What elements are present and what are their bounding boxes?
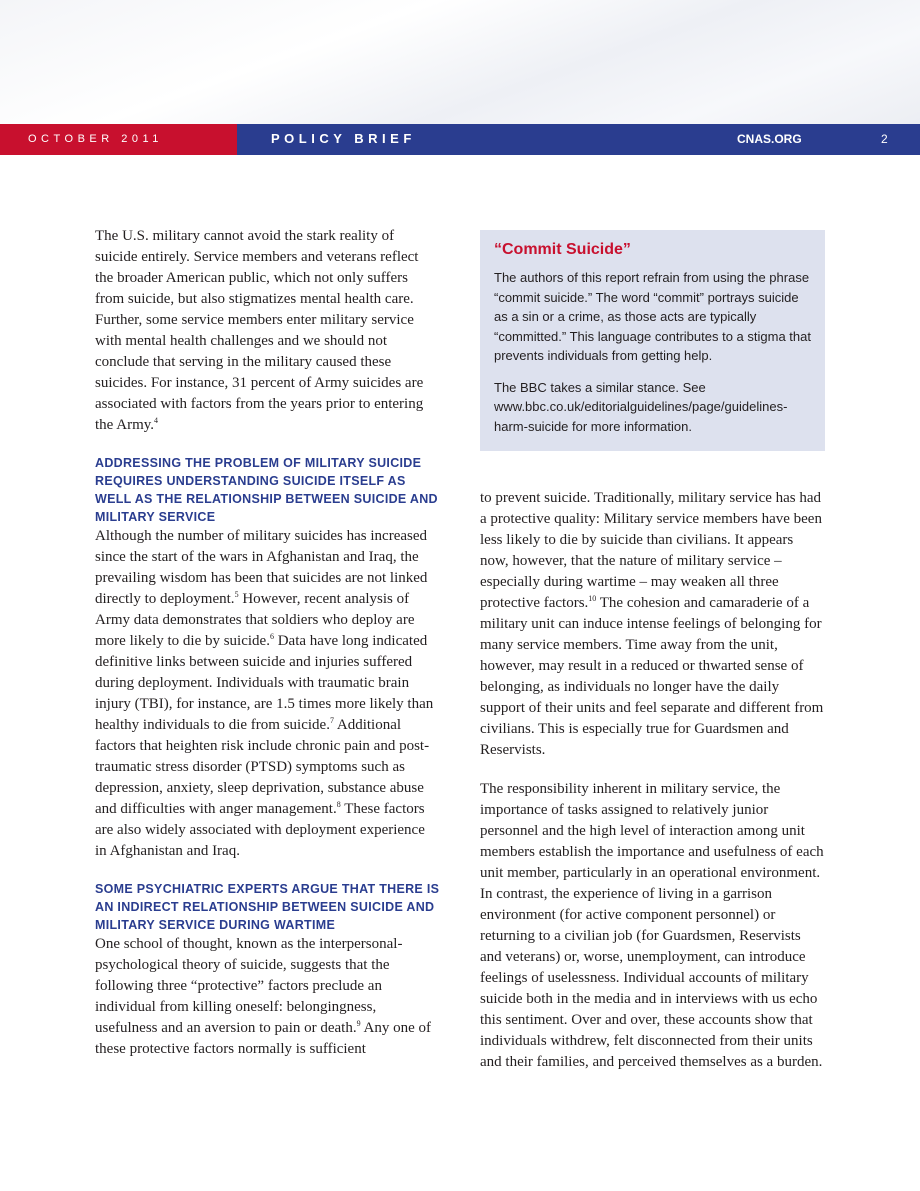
section-paragraph-protective-factors: One school of thought, known as the interpersonal-psychological theory of suicide, suggests that the following three “protective” factors preclude an individual from killing oneself: belongingness, usefulness and an aversion to pain or death.$^9$ Any one of these protective factors normally is sufficient xyxy=(95,936,432,1057)
footnote-ref[interactable]: 8 xyxy=(336,800,341,809)
footnote-ref[interactable]: 6 xyxy=(269,632,274,641)
callout-paragraph: The BBC takes a similar stance. See www.bbc.co.uk/editorialguidelines/page/guidelines-harm-suicide for more information. xyxy=(494,379,788,434)
header-band-date-section xyxy=(0,124,237,155)
footnote-ref[interactable]: 4 xyxy=(154,416,159,425)
footnote-ref[interactable]: 9 xyxy=(356,1019,361,1028)
issue-date: OCTOBER 2011 xyxy=(28,133,163,145)
left-column xyxy=(95,226,440,1060)
callout-title: “Commit Suicide” xyxy=(494,241,631,258)
footnote-ref[interactable]: 7 xyxy=(329,716,334,725)
section-heading-indirect-relationship: SOME PSYCHIATRIC EXPERTS ARGUE THAT THERE IS AN INDIRECT RELATIONSHIP BETWEEN SUICIDE AND MILITARY SERVICE DURING WARTIME xyxy=(95,882,440,932)
footnote-ref[interactable]: 5 xyxy=(234,590,239,599)
header-band-title-section xyxy=(237,124,920,155)
header-background xyxy=(0,0,920,124)
callout-box xyxy=(480,230,825,451)
right-column xyxy=(480,488,825,1073)
page-number: 2 xyxy=(881,132,888,146)
footnote-ref[interactable]: 10 xyxy=(588,594,597,603)
header-band xyxy=(0,124,920,155)
body-paragraph-protective-quality: to prevent suicide. Traditionally, military service has had a protective quality: Military service members have been less likely to die by suicide than civilians. It appears now, however, that the nature of military service – especially during wartime – may weaken all three protective factors.$^{10}$ The cohesion and camaraderie of a military unit can induce intense feelings of belonging for many service members. Time away from the unit, however, may result in a reduced or thwarted sense of belonging, as individuals no longer have the daily support of their units and feel separate and different from civilians. This is especially true for Guardsmen and Reservists. xyxy=(480,490,824,758)
intro-paragraph: The U.S. military cannot avoid the stark reality of suicide entirely. Service members and veterans reflect the broader American public, which not only suffers from suicide, but also stigmatizes mental health care. Further, some service members enter military service with mental health challenges and we should not conclude that serving in the military caused these suicides. For instance, 31 percent of Army suicides are associated with factors from the years prior to entering the Army.$^4$ xyxy=(95,228,424,433)
body-paragraph-usefulness: The responsibility inherent in military service, the importance of tasks assigned to relatively junior personnel and the high level of interaction among unit members establish the importance and usefulness of each unit member, particularly in an operational environment. In contrast, the experience of living in a garrison environment (for active component personnel) or returning to a civilian job (for Guardsmen, Reservists and veterans) or, worse, unemployment, can introduce feelings of uselessness. Individual accounts of military suicide both in the media and in interviews with us echo this sentiment. Over and over, these accounts show that individuals withdrew, felt disconnected from their units and their families, and perceived themselves as a burden. xyxy=(480,781,824,1070)
callout-paragraph: The authors of this report refrain from using the phrase “commit suicide.” The word “commit” portrays suicide as a sin or a crime, as those acts are typically “committed.” This language contributes to a stigma that prevents individuals from getting help. xyxy=(494,270,811,363)
publication-type: POLICY BRIEF xyxy=(271,131,416,146)
website-link[interactable]: CNAS.ORG xyxy=(737,132,802,146)
section-heading-understanding-suicide: ADDRESSING THE PROBLEM OF MILITARY SUICIDE REQUIRES UNDERSTANDING SUICIDE ITSELF AS WELL AS THE RELATIONSHIP BETWEEN SUICIDE AND MILITARY SERVICE xyxy=(95,456,438,524)
section-paragraph-deployment-links: Although the number of military suicides has increased since the start of the wars in Afghanistan and Iraq, the prevailing wisdom has been that suicides are not linked directly to deployment.$^5$ However, recent analysis of Army data demonstrates that soldiers who deploy are more likely to die by suicide.$^6$ Data have long indicated definitive links between suicide and injuries suffered during deployment. Individuals with traumatic brain injury (TBI), for instance, are 1.5 times more likely than healthy individuals to die from suicide.$^7$ Additional factors that heighten risk include chronic pain and post-traumatic stress disorder (PTSD) symptoms such as depression, anxiety, sleep deprivation, substance abuse and difficulties with anger management.$^8$ These factors are also widely associated with deployment experience in Afghanistan and Iraq. xyxy=(95,528,434,859)
